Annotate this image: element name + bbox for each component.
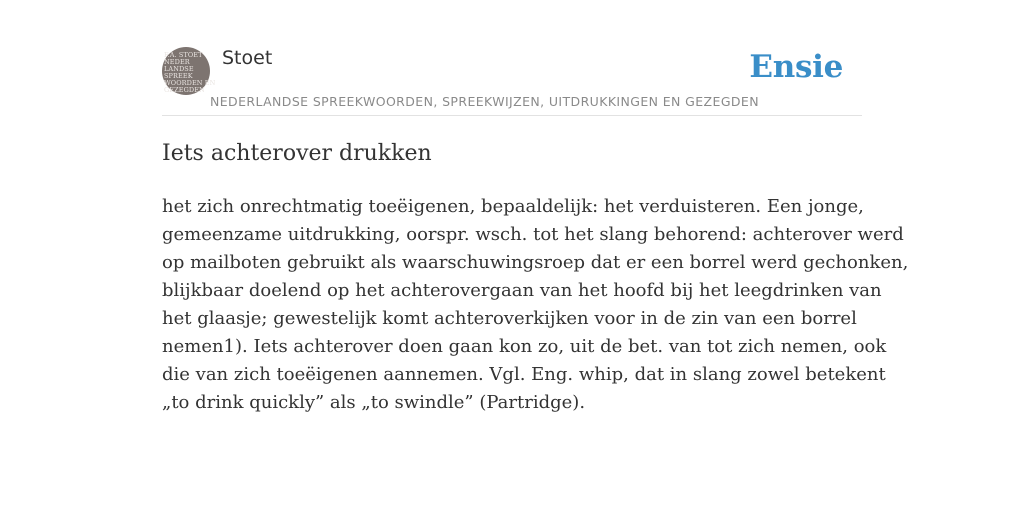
entry-title: Iets achterover drukken [162, 141, 432, 166]
definition-line: gemeenzame uitdrukking, oorspr. wsch. tot het slang behorend: achterover werd [162, 224, 904, 245]
ensie-logo[interactable]: Ensie [749, 49, 843, 85]
definition-line: nemen1). Iets achterover doen gaan kon zo, uit de bet. van tot zich nemen, ook [162, 336, 887, 357]
definition-line: blijkbaar doelend op het achterovergaan van het hoofd bij het leegdrinken van [162, 280, 882, 301]
avatar-book-cover-text: F.A. STOET NEDER LANDSE SPREEK WOORDEN EN GEZEGDEN [164, 51, 216, 94]
definition-line: die van zich toeëigenen aannemen. Vgl. Eng. whip, dat in slang zowel betekent [162, 364, 886, 385]
source-subtitle[interactable]: NEDERLANDSE SPREEKWOORDEN, SPREEKWIJZEN, UITDRUKKINGEN EN GEZEGDEN [210, 94, 759, 109]
entry-definition [162, 193, 909, 417]
author-avatar[interactable] [162, 47, 216, 95]
definition-line: op mailboten gebruikt als waarschuwingsroep dat er een borrel werd gechonken, [162, 252, 909, 273]
definition-line: „to drink quickly” als „to swindle” (Partridge). [162, 392, 586, 413]
definition-line: het zich onrechtmatig toeëigenen, bepaaldelijk: het verduisteren. Een jonge, [162, 196, 864, 217]
author-name[interactable]: Stoet [222, 47, 273, 69]
definition-line: het glaasje; gewestelijk komt achteroverkijken voor in de zin van een borrel [162, 308, 857, 329]
header-divider [162, 115, 862, 116]
